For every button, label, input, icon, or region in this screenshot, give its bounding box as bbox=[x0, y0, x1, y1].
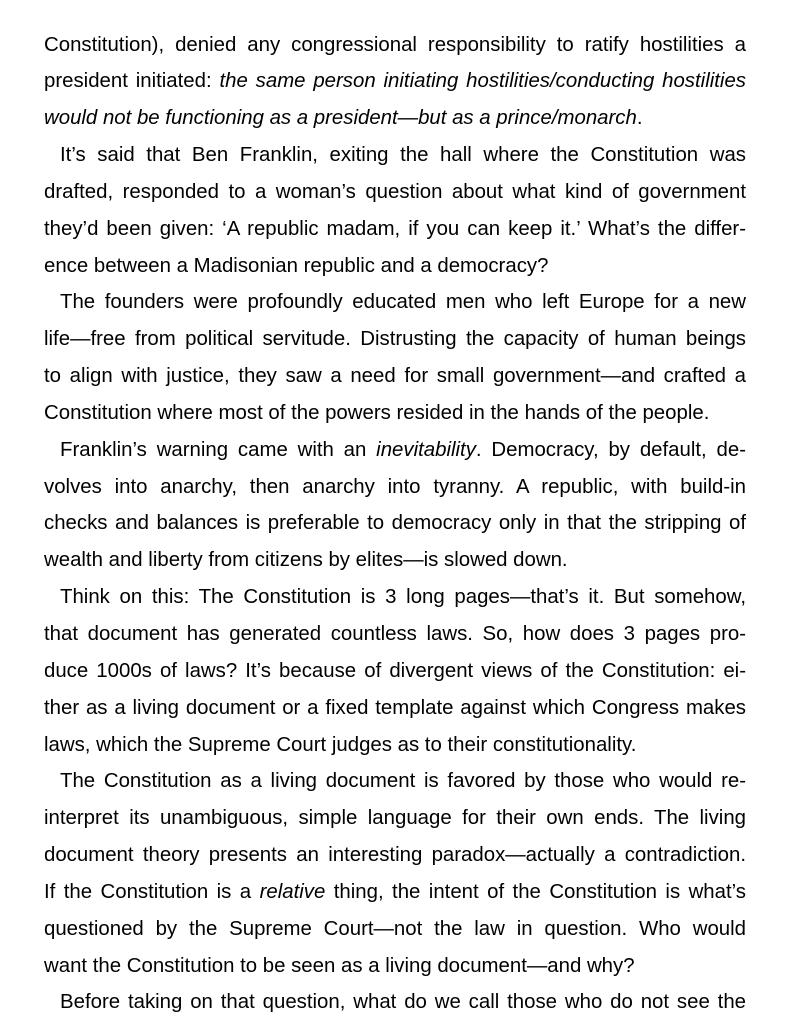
text-segment: checks and balances is preferable to democracy only in that the stripping of bbox=[44, 512, 746, 535]
text-line bbox=[44, 653, 746, 690]
text-segment: volves into anarchy, then anarchy into tyranny. A republic, with build-in bbox=[44, 475, 746, 498]
text-segment: wealth and liberty from citizens by elites—is slowed down. bbox=[44, 549, 568, 572]
text-segment: laws, which the Supreme Court judges as to their constitutionality. bbox=[44, 733, 637, 756]
text-line bbox=[44, 690, 746, 727]
text-segment: . Democracy, by default, de- bbox=[475, 438, 746, 461]
text-segment: It’s said that Ben Franklin, exiting the hall where the Constitution was bbox=[60, 144, 746, 167]
text-segment: questioned by the Supreme Court—not the law in question. Who would bbox=[44, 917, 746, 940]
text-segment: they’d been given: ‘A republic madam, if you can keep it.’ What’s the differ- bbox=[44, 217, 746, 240]
text-segment: document theory presents an interesting paradox—actually a contradiction. bbox=[44, 844, 746, 867]
text-segment: . bbox=[636, 107, 643, 130]
text-line bbox=[44, 248, 746, 285]
paragraph bbox=[44, 27, 746, 138]
paragraph bbox=[44, 432, 746, 579]
text-segment: Constitution where most of the powers resided in the hands of the people. bbox=[44, 401, 710, 424]
text-segment: duce 1000s of laws? It’s because of divergent views of the Constitution: ei- bbox=[44, 659, 746, 682]
paragraph bbox=[44, 984, 746, 1021]
text-segment: Franklin’s warning came with an bbox=[60, 438, 377, 461]
text-line bbox=[44, 542, 746, 579]
text-segment: Before taking on that question, what do we call those who do not see the bbox=[60, 991, 746, 1014]
paragraph bbox=[44, 137, 746, 284]
text-line bbox=[44, 800, 746, 837]
text-segment: If the Constitution is a bbox=[44, 880, 260, 903]
text-line bbox=[44, 984, 746, 1021]
text-segment: to align with justice, they saw a need for small government—and crafted a bbox=[44, 365, 746, 388]
text-segment: life—free from political servitude. Distrusting the capacity of human beings bbox=[44, 328, 746, 351]
text-segment: thing, the intent of the Constitution is what’s bbox=[325, 880, 746, 903]
paragraph bbox=[44, 284, 746, 431]
text-line bbox=[44, 358, 746, 395]
text-line bbox=[44, 837, 746, 874]
text-line bbox=[44, 27, 746, 64]
text-line bbox=[44, 763, 746, 800]
text-line bbox=[44, 321, 746, 358]
text-line bbox=[44, 727, 746, 764]
text-segment: interpret its unambiguous, simple language for their own ends. The living bbox=[44, 807, 746, 830]
text-line bbox=[44, 579, 746, 616]
text-segment: The Constitution as a living document is favored by those who would re- bbox=[60, 770, 746, 793]
text-segment: that document has generated countless laws. So, how does 3 pages pro- bbox=[44, 623, 746, 645]
text-line bbox=[44, 874, 746, 911]
text-segment: ther as a living document or a fixed template against which Congress makes bbox=[44, 696, 746, 719]
text-line bbox=[44, 174, 746, 211]
italic-text-segment: relative bbox=[259, 880, 326, 903]
text-line bbox=[44, 616, 746, 653]
text-line bbox=[44, 100, 746, 137]
italic-text-segment: the same person initiating hostilities/conducting hostilities bbox=[219, 70, 746, 93]
italic-text-segment: inevitability bbox=[376, 438, 476, 461]
paragraph bbox=[44, 763, 746, 984]
text-line bbox=[44, 911, 746, 948]
text-line bbox=[44, 137, 746, 174]
text-segment: Think on this: The Constitution is 3 long pages—that’s it. But somehow, bbox=[60, 586, 746, 609]
italic-text-segment: would not be functioning as a president—but as a prince/monarch bbox=[44, 107, 637, 130]
text-line bbox=[44, 432, 746, 469]
text-line bbox=[44, 395, 746, 432]
text-segment: Constitution), denied any congressional responsibility to ratify hostilities a bbox=[44, 33, 746, 56]
page-text bbox=[44, 27, 746, 1022]
text-line bbox=[44, 505, 746, 542]
text-segment: drafted, responded to a woman’s question about what kind of government bbox=[44, 180, 746, 203]
text-line bbox=[44, 211, 746, 248]
paragraph bbox=[44, 579, 746, 763]
text-line bbox=[44, 284, 746, 321]
text-segment: want the Constitution to be seen as a living document—and why? bbox=[44, 954, 635, 977]
text-line bbox=[44, 469, 746, 506]
text-segment: ence between a Madisonian republic and a democracy? bbox=[44, 254, 549, 277]
text-line bbox=[44, 948, 746, 985]
text-line bbox=[44, 63, 746, 100]
text-segment: The founders were profoundly educated men who left Europe for a new bbox=[60, 291, 746, 314]
text-segment: president initiated: bbox=[44, 70, 220, 93]
